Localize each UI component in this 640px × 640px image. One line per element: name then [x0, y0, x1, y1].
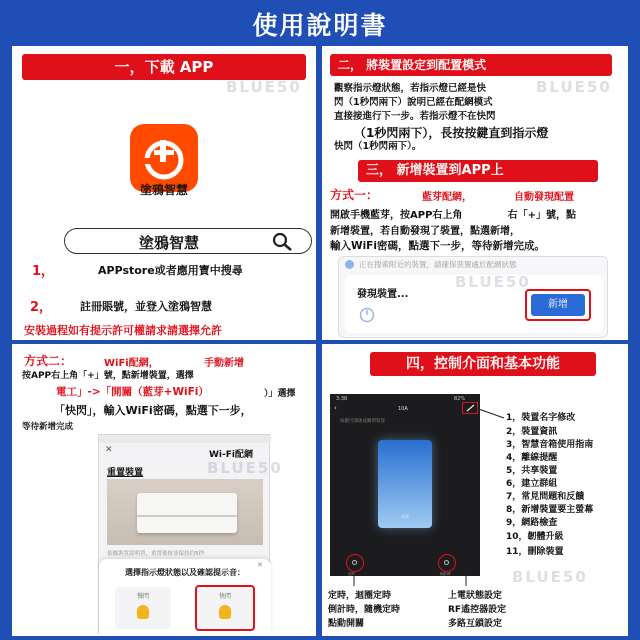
banner-add-device: 三， 新增裝置到APP上	[358, 160, 598, 182]
method2-line-3: 「快閃」，輸入WiFi密碼，點選下一步，	[54, 404, 252, 417]
permission-notice: 安裝過程如有提示許可權請求請選擇允許	[24, 324, 222, 337]
banner-control-interface: 四，控制介面和基本功能	[370, 352, 596, 376]
reset-device-label: 重置裝置	[107, 468, 144, 478]
phone-hint: 按鍵可開啟或關閉裝置	[340, 419, 385, 424]
config-line-5: 快閃（1秒閃兩下）。	[334, 141, 422, 152]
method2-line-4: 等待新增完成	[22, 422, 74, 432]
watermark: BLUE50	[536, 78, 612, 96]
feature-item: 2，裝置資訊	[506, 427, 558, 437]
feature-item: 1，裝置名字修改	[506, 413, 576, 423]
settings-note-3: 多路互鎖設定	[448, 619, 503, 629]
method2-line-2: 電工」->「開關（藍芽+WiFi）	[56, 386, 209, 398]
feature-item: 9，網路檢查	[506, 518, 558, 528]
method2-wifi: WiFi配網，	[104, 358, 159, 369]
power-icon	[359, 307, 375, 323]
timer-note-1: 定時，迴圈定時	[328, 591, 392, 601]
control-screen	[330, 394, 480, 576]
timer-button[interactable]	[346, 554, 364, 572]
app-name-label: 塗鴉智慧	[139, 183, 188, 197]
panel-download	[12, 46, 316, 340]
wifi-config-screen	[98, 434, 283, 634]
search-icon[interactable]	[271, 232, 293, 252]
config-line-1: 觀察指示燈狀態，若指示燈已經是快	[334, 83, 487, 94]
back-icon[interactable]: ‹	[334, 404, 337, 412]
search-text: 塗鴉智慧	[139, 234, 200, 252]
option-fast-label: 快閃	[218, 593, 231, 600]
config-line-2: 閃（1秒閃兩下）說明已經在配網模式	[334, 97, 493, 108]
sheet-title: 選擇指示燈狀態以及確認提示音：	[125, 568, 245, 577]
banner-config-mode: 二， 將裝置設定到配置模式	[330, 54, 612, 76]
panel-config	[322, 46, 628, 340]
feature-item: 11，刪除裝置	[506, 547, 564, 557]
feature-item: 8，新增裝置要主螢幕	[506, 505, 594, 515]
status-bar	[99, 435, 271, 443]
feature-item: 4，離線提醒	[506, 453, 558, 463]
panel-control	[322, 344, 628, 636]
phone-time: 3:38	[336, 396, 348, 402]
bulb-icon	[219, 605, 231, 619]
timer-label: 定時	[348, 572, 355, 576]
panel-wifi-method	[12, 344, 316, 636]
method1-label: 方式一：	[330, 188, 379, 202]
method1-auto: 自動發現配置	[514, 192, 574, 203]
feature-item: 5，共享裝置	[506, 466, 558, 476]
method1-line-3: 輸入WiFi密碼，點選下一步，等待新增完成。	[330, 240, 545, 252]
option-slow-flash[interactable]	[115, 587, 171, 629]
search-input[interactable]	[64, 228, 312, 254]
page-title: 使用說明書	[252, 11, 388, 40]
add-device-button[interactable]: 新增	[531, 294, 585, 316]
switch-visual[interactable]	[378, 440, 432, 528]
option-fast-flash[interactable]	[195, 585, 255, 631]
watermark: BLUE50	[226, 78, 302, 96]
step2-text: 註冊賬號，並登入塗鴉智慧	[80, 300, 212, 313]
timer-note-3: 點動開關	[328, 619, 365, 629]
step1-number: 1，	[32, 264, 55, 279]
method2-label: 方式二：	[24, 354, 73, 368]
method1-bluetooth: 藍芽配網，	[422, 192, 472, 203]
feature-item: 7，常見問題和反饋	[506, 492, 585, 502]
banner-download: 一，下載 APP	[22, 54, 306, 80]
config-line-3: 直接接進行下一步。若指示燈不在快閃	[334, 111, 496, 122]
reset-instruction: 依據裝置說明書，重置後按並保持約5秒	[107, 551, 205, 557]
watermark: BLUE50	[207, 459, 283, 477]
discovery-popup	[338, 256, 608, 338]
config-line-4: （1秒閃兩下），長按按鍵直到指示燈	[354, 126, 549, 140]
device-label: 開關	[401, 514, 409, 519]
indicator-sheet	[99, 559, 271, 635]
connector-line	[350, 574, 490, 590]
method1-line-1: 開啟手機藍芽，按APP右上角 右「+」號，點	[330, 210, 577, 221]
device-photo	[107, 479, 263, 545]
method2-line-1: 按APP右上角「+」號，點新增裝置，選擇	[22, 371, 194, 381]
method2-line-2-rest: ）」選擇	[264, 389, 296, 399]
bulb-icon	[137, 605, 149, 619]
phone-battery: 82%	[454, 396, 466, 402]
device-number: 10A	[398, 406, 408, 412]
feature-item: 6，建立群組	[506, 479, 558, 489]
watermark: BLUE50	[455, 273, 531, 291]
sheet-close-icon[interactable]: ✕	[257, 561, 263, 569]
step2-number: 2，	[30, 300, 53, 315]
countdown-button[interactable]	[438, 554, 456, 572]
feature-item: 3，智慧音箱使用指南	[506, 440, 594, 450]
method2-manual: 手動新增	[204, 358, 244, 369]
popup-card	[345, 275, 603, 333]
settings-note-1: 上電狀態設定	[448, 591, 503, 601]
wifi-config-title: Wi-Fi配網	[209, 450, 253, 460]
watermark: BLUE50	[512, 568, 588, 586]
method1-line-2: 新增裝置，若自動發現了裝置，點選新增，	[330, 226, 520, 237]
step1-text: APPstore或者應用寶中搜尋	[98, 264, 243, 277]
settings-note-2: RF遙控器設定	[448, 605, 507, 615]
popup-info-icon	[345, 260, 354, 269]
feature-item: 10，韌體升級	[506, 532, 564, 542]
popup-header: 正在搜索附近的裝置，請確保裝置處於配網狀態	[359, 260, 517, 269]
back-icon[interactable]: ✕	[105, 445, 113, 455]
popup-found-label: 發現裝置...	[357, 289, 409, 300]
option-slow-label: 慢閃	[136, 593, 149, 600]
countdown-label: 倒計時	[440, 572, 451, 576]
timer-note-2: 倒計時，隨機定時	[328, 605, 401, 615]
